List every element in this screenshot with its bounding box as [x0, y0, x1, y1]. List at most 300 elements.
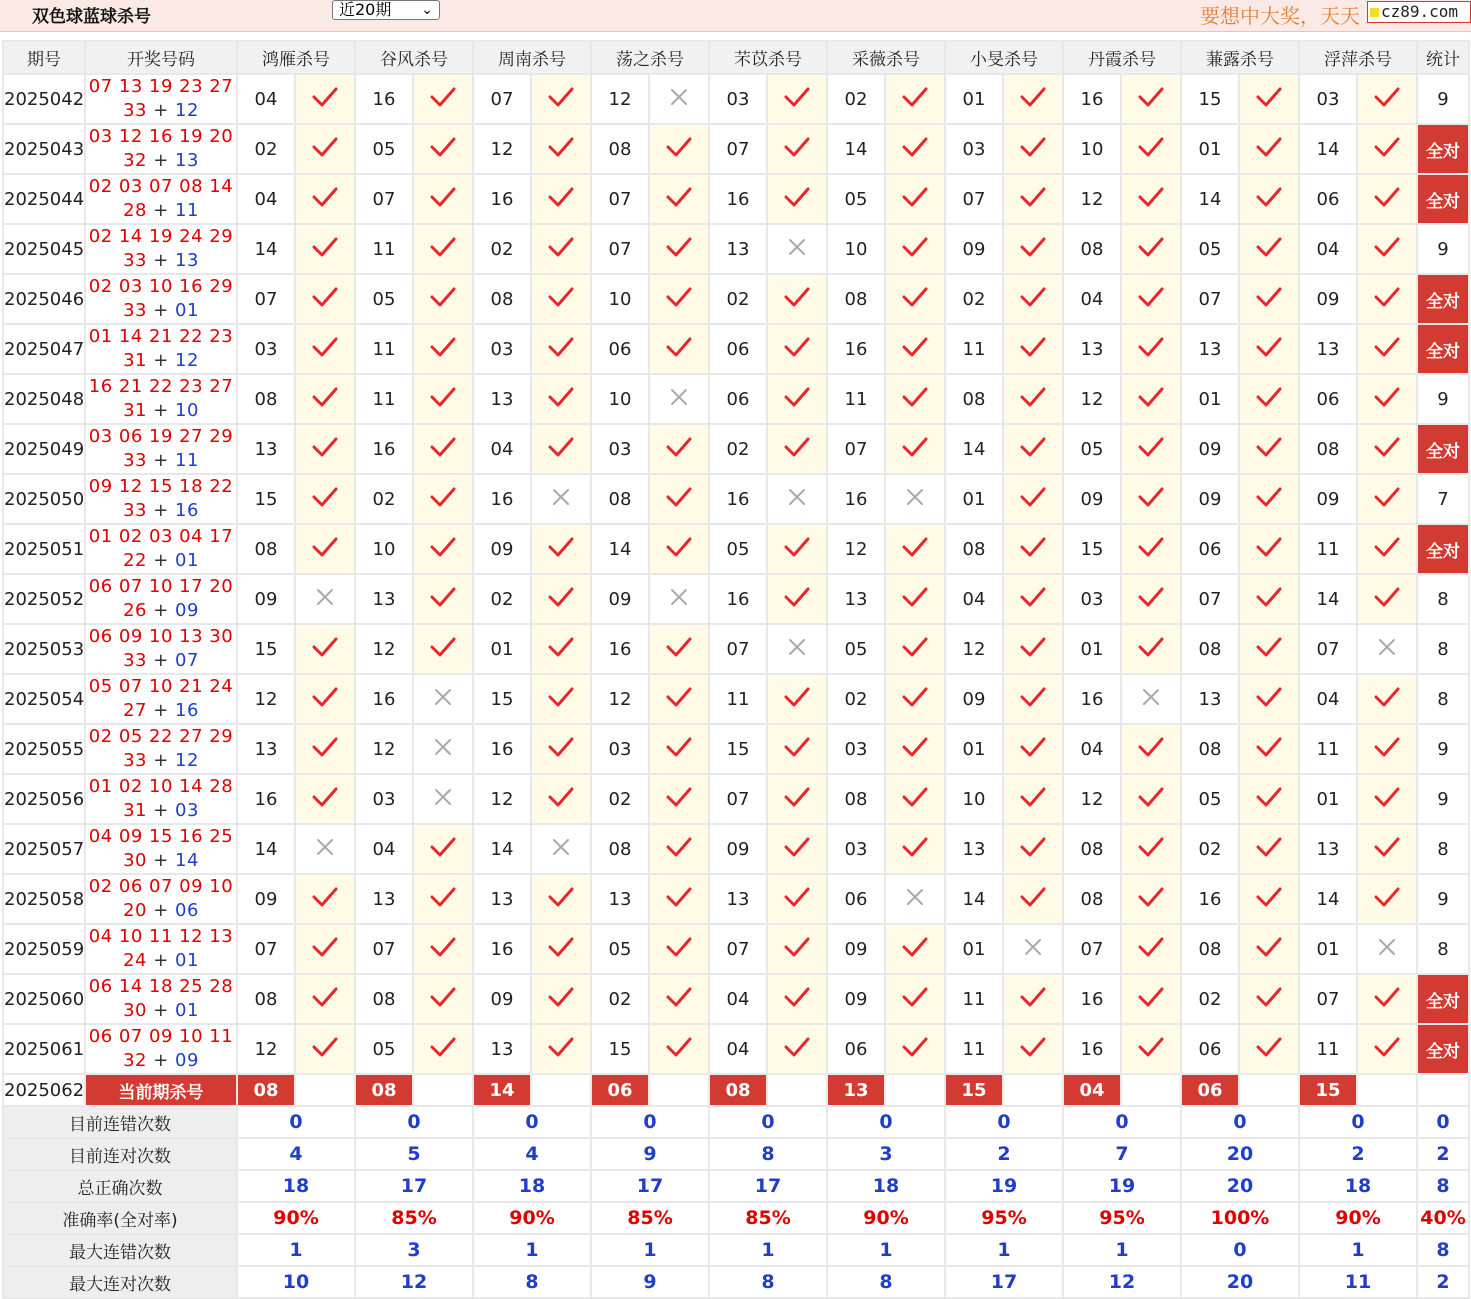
kill-number: 03	[827, 824, 885, 874]
result-correct	[1003, 74, 1063, 124]
kill-number: 02	[1181, 824, 1239, 874]
check-icon	[1256, 386, 1282, 408]
current-issue: 2025062	[3, 1074, 85, 1106]
draw-cell	[85, 74, 237, 124]
kill-number: 09	[473, 524, 531, 574]
kill-number: 13	[1299, 324, 1357, 374]
check-icon	[666, 936, 692, 958]
correct-count: 9	[1417, 874, 1469, 924]
table-row	[3, 324, 1469, 374]
result-correct	[1121, 324, 1181, 374]
check-icon	[1374, 386, 1400, 408]
kill-number: 11	[945, 1024, 1003, 1074]
summary-value: 1	[237, 1234, 355, 1266]
summary-stat-value: 40%	[1417, 1202, 1469, 1234]
kill-number: 16	[473, 174, 531, 224]
check-icon	[1374, 486, 1400, 508]
check-icon	[666, 736, 692, 758]
plus-sign: +	[146, 700, 176, 721]
check-icon	[1020, 86, 1046, 108]
plus-sign: +	[146, 400, 176, 421]
draw-line2	[86, 499, 236, 523]
check-icon	[312, 186, 338, 208]
result-correct	[295, 874, 355, 924]
result-correct	[295, 174, 355, 224]
col-expert: 浮萍杀号	[1299, 41, 1417, 74]
result-correct	[295, 374, 355, 424]
draw-line2	[86, 749, 236, 773]
check-icon	[784, 886, 810, 908]
result-correct	[295, 724, 355, 774]
result-wrong	[1357, 924, 1417, 974]
summary-value: 17	[591, 1170, 709, 1202]
result-correct	[413, 624, 473, 674]
kill-number: 11	[355, 324, 413, 374]
summary-row	[3, 1170, 1469, 1202]
result-correct	[295, 74, 355, 124]
summary-value: 9	[591, 1138, 709, 1170]
red-ball-6: 30	[123, 850, 147, 871]
result-correct	[649, 674, 709, 724]
kill-number: 07	[1299, 624, 1357, 674]
kill-number: 09	[1063, 474, 1121, 524]
kill-number: 15	[473, 674, 531, 724]
result-correct	[1357, 324, 1417, 374]
kill-number: 02	[591, 774, 649, 824]
result-correct	[531, 74, 591, 124]
draw-line2	[86, 849, 236, 873]
check-icon	[902, 386, 928, 408]
result-correct	[885, 724, 945, 774]
check-icon	[902, 536, 928, 558]
result-correct	[1357, 824, 1417, 874]
summary-value: 7	[1063, 1138, 1181, 1170]
red-balls-line1: 01 02 03 04 17	[88, 526, 234, 547]
cross-icon	[905, 887, 925, 907]
summary-value: 17	[945, 1266, 1063, 1298]
kill-number: 09	[1299, 274, 1357, 324]
all-correct-badge: 全对	[1417, 1024, 1469, 1074]
blue-ball: 13	[175, 150, 199, 171]
current-blank	[885, 1074, 945, 1106]
kill-number: 09	[827, 924, 885, 974]
result-correct	[1121, 574, 1181, 624]
kill-number: 11	[945, 324, 1003, 374]
check-icon	[1138, 736, 1164, 758]
issue-cell: 2025052	[3, 574, 85, 624]
issue-cell: 2025051	[3, 524, 85, 574]
result-correct	[1003, 574, 1063, 624]
check-icon	[902, 286, 928, 308]
kill-number: 05	[827, 624, 885, 674]
result-wrong	[531, 474, 591, 524]
result-correct	[1357, 174, 1417, 224]
check-icon	[1020, 636, 1046, 658]
check-icon	[1256, 686, 1282, 708]
kill-number: 04	[237, 174, 295, 224]
current-blank	[649, 1074, 709, 1106]
check-icon	[902, 236, 928, 258]
result-correct	[767, 74, 827, 124]
red-balls-line1: 07 13 19 23 27	[88, 76, 234, 97]
current-blank	[531, 1074, 591, 1106]
current-kill-number: 08	[237, 1074, 295, 1106]
kill-number: 01	[945, 474, 1003, 524]
check-icon	[1138, 336, 1164, 358]
kill-number: 08	[237, 374, 295, 424]
result-correct	[1239, 924, 1299, 974]
result-correct	[413, 424, 473, 474]
result-correct	[1357, 224, 1417, 274]
plus-sign: +	[146, 850, 176, 871]
current-blank	[413, 1074, 473, 1106]
result-correct	[767, 174, 827, 224]
blue-ball: 13	[175, 250, 199, 271]
result-correct	[531, 324, 591, 374]
all-correct-badge: 全对	[1417, 524, 1469, 574]
summary-value: 0	[473, 1106, 591, 1138]
blue-ball: 16	[175, 700, 199, 721]
check-icon	[784, 1036, 810, 1058]
kill-number: 01	[1299, 924, 1357, 974]
check-icon	[1138, 786, 1164, 808]
result-correct	[531, 274, 591, 324]
summary-label: 最大连对次数	[3, 1266, 237, 1298]
result-correct	[1239, 424, 1299, 474]
result-correct	[531, 774, 591, 824]
result-correct	[767, 524, 827, 574]
red-balls-line1: 02 03 07 08 14	[88, 176, 234, 197]
kill-number: 16	[709, 174, 767, 224]
result-wrong	[295, 824, 355, 874]
col-stat: 统计	[1417, 41, 1469, 74]
plus-sign: +	[146, 1000, 176, 1021]
kill-number: 04	[355, 824, 413, 874]
result-correct	[767, 674, 827, 724]
kill-number: 02	[473, 574, 531, 624]
result-correct	[1121, 774, 1181, 824]
kill-number: 08	[1299, 424, 1357, 474]
check-icon	[902, 436, 928, 458]
red-balls-line1: 03 12 16 19 20	[88, 126, 234, 147]
summary-value: 1	[709, 1234, 827, 1266]
check-icon	[1020, 486, 1046, 508]
result-wrong	[531, 824, 591, 874]
result-correct	[1003, 774, 1063, 824]
check-icon	[1374, 536, 1400, 558]
result-correct	[413, 324, 473, 374]
all-correct-badge: 全对	[1417, 124, 1469, 174]
check-icon	[548, 936, 574, 958]
red-balls-line1: 16 21 22 23 27	[88, 376, 234, 397]
check-icon	[1138, 236, 1164, 258]
check-icon	[784, 786, 810, 808]
check-icon	[1256, 786, 1282, 808]
draw-line2	[86, 899, 236, 923]
table-row	[3, 824, 1469, 874]
check-icon	[784, 286, 810, 308]
kill-number: 11	[1299, 724, 1357, 774]
current-blank	[1121, 1074, 1181, 1106]
kill-number: 02	[1181, 974, 1239, 1024]
kill-number: 12	[1063, 374, 1121, 424]
cross-icon	[433, 787, 453, 807]
check-icon	[312, 486, 338, 508]
issue-cell: 2025056	[3, 774, 85, 824]
kill-number: 01	[945, 924, 1003, 974]
check-icon	[430, 636, 456, 658]
check-icon	[1138, 886, 1164, 908]
check-icon	[1256, 836, 1282, 858]
check-icon	[430, 186, 456, 208]
kill-number: 13	[1181, 324, 1239, 374]
result-correct	[1357, 574, 1417, 624]
site-logo[interactable]	[1367, 1, 1471, 23]
kill-number: 11	[355, 374, 413, 424]
cross-icon	[669, 587, 689, 607]
summary-value: 100%	[1181, 1202, 1299, 1234]
result-correct	[413, 74, 473, 124]
draw-cell	[85, 124, 237, 174]
check-icon	[1256, 536, 1282, 558]
red-balls-line1: 06 14 18 25 28	[88, 976, 234, 997]
col-expert: 鸿雁杀号	[237, 41, 355, 74]
result-correct	[413, 924, 473, 974]
kill-number: 14	[1181, 174, 1239, 224]
table-row	[3, 524, 1469, 574]
kill-number: 10	[591, 374, 649, 424]
cross-icon	[1377, 637, 1397, 657]
kill-number: 08	[591, 124, 649, 174]
result-correct	[1239, 824, 1299, 874]
check-icon	[548, 436, 574, 458]
summary-value: 0	[591, 1106, 709, 1138]
kill-number: 09	[1181, 474, 1239, 524]
check-icon	[1020, 236, 1046, 258]
result-correct	[1121, 274, 1181, 324]
check-icon	[312, 136, 338, 158]
result-wrong	[649, 374, 709, 424]
kill-number: 09	[473, 974, 531, 1024]
result-correct	[531, 624, 591, 674]
draw-cell	[85, 1024, 237, 1074]
cross-icon	[1377, 937, 1397, 957]
kill-number: 13	[473, 1024, 531, 1074]
kill-number: 16	[1063, 74, 1121, 124]
summary-value: 95%	[1063, 1202, 1181, 1234]
draw-line2	[86, 949, 236, 973]
blue-ball: 10	[175, 400, 199, 421]
kill-number: 07	[591, 224, 649, 274]
plus-sign: +	[146, 350, 176, 371]
draw-line2	[86, 599, 236, 623]
result-correct	[1357, 274, 1417, 324]
kill-number: 11	[355, 224, 413, 274]
summary-row	[3, 1106, 1469, 1138]
result-correct	[1121, 174, 1181, 224]
draw-cell	[85, 824, 237, 874]
current-kill-number: 04	[1063, 1074, 1121, 1106]
red-ball-6: 22	[123, 550, 147, 571]
result-correct	[649, 274, 709, 324]
result-correct	[531, 674, 591, 724]
check-icon	[1020, 386, 1046, 408]
kill-number: 05	[355, 1024, 413, 1074]
current-blank	[1357, 1074, 1417, 1106]
red-balls-line1: 03 06 19 27 29	[88, 426, 234, 447]
check-icon	[666, 236, 692, 258]
result-correct	[1003, 1024, 1063, 1074]
check-icon	[430, 536, 456, 558]
result-correct	[295, 274, 355, 324]
blue-ball: 12	[175, 350, 199, 371]
summary-value: 19	[1063, 1170, 1181, 1202]
summary-value: 8	[709, 1266, 827, 1298]
check-icon	[666, 286, 692, 308]
kill-number: 03	[591, 424, 649, 474]
result-correct	[885, 774, 945, 824]
kill-number: 11	[709, 674, 767, 724]
result-correct	[885, 624, 945, 674]
kill-number: 03	[355, 774, 413, 824]
red-ball-6: 28	[123, 200, 147, 221]
result-correct	[1003, 274, 1063, 324]
check-icon	[312, 1036, 338, 1058]
current-kill-number: 08	[355, 1074, 413, 1106]
result-correct	[413, 224, 473, 274]
kill-number: 05	[355, 124, 413, 174]
summary-label: 目前连错次数	[3, 1106, 237, 1138]
result-correct	[413, 274, 473, 324]
check-icon	[902, 586, 928, 608]
kill-number: 07	[945, 174, 1003, 224]
result-correct	[649, 524, 709, 574]
check-icon	[1256, 986, 1282, 1008]
result-correct	[531, 524, 591, 574]
current-kill-number: 15	[945, 1074, 1003, 1106]
check-icon	[548, 736, 574, 758]
kill-number: 16	[1063, 674, 1121, 724]
current-kill-number: 06	[591, 1074, 649, 1106]
issue-cell: 2025046	[3, 274, 85, 324]
draw-cell	[85, 974, 237, 1024]
check-icon	[1020, 886, 1046, 908]
check-icon	[1020, 586, 1046, 608]
result-correct	[767, 374, 827, 424]
kill-number: 14	[1299, 574, 1357, 624]
check-icon	[1256, 136, 1282, 158]
red-ball-6: 26	[123, 600, 147, 621]
result-correct	[649, 874, 709, 924]
kill-number: 15	[237, 624, 295, 674]
current-kill-number: 14	[473, 1074, 531, 1106]
check-icon	[1374, 286, 1400, 308]
result-correct	[649, 224, 709, 274]
table-row	[3, 224, 1469, 274]
kill-number: 12	[591, 74, 649, 124]
summary-value: 20	[1181, 1138, 1299, 1170]
kill-number: 01	[473, 624, 531, 674]
check-icon	[1256, 586, 1282, 608]
check-icon	[430, 136, 456, 158]
summary-value: 0	[1181, 1234, 1299, 1266]
period-select[interactable]	[332, 0, 440, 20]
kill-number: 06	[709, 374, 767, 424]
table-row	[3, 774, 1469, 824]
correct-count: 9	[1417, 774, 1469, 824]
kill-number: 09	[827, 974, 885, 1024]
summary-value: 4	[237, 1138, 355, 1170]
kill-number-table	[2, 40, 1470, 1299]
result-correct	[295, 1024, 355, 1074]
check-icon	[548, 636, 574, 658]
red-balls-line1: 04 09 15 16 25	[88, 826, 234, 847]
result-correct	[531, 224, 591, 274]
summary-value: 0	[709, 1106, 827, 1138]
draw-cell	[85, 374, 237, 424]
kill-number: 16	[473, 474, 531, 524]
check-icon	[1138, 936, 1164, 958]
check-icon	[1138, 986, 1164, 1008]
draw-line2	[86, 149, 236, 173]
summary-value: 8	[473, 1266, 591, 1298]
blue-ball: 11	[175, 450, 199, 471]
result-correct	[885, 424, 945, 474]
check-icon	[1020, 136, 1046, 158]
all-correct-badge: 全对	[1417, 274, 1469, 324]
check-icon	[430, 1036, 456, 1058]
kill-number: 09	[945, 224, 1003, 274]
plus-sign: +	[146, 250, 176, 271]
kill-number: 02	[355, 474, 413, 524]
result-correct	[1121, 724, 1181, 774]
draw-line2	[86, 549, 236, 573]
check-icon	[1374, 186, 1400, 208]
check-icon	[312, 536, 338, 558]
check-icon	[1374, 586, 1400, 608]
result-wrong	[413, 774, 473, 824]
check-icon	[430, 86, 456, 108]
result-correct	[1357, 724, 1417, 774]
draw-cell	[85, 474, 237, 524]
result-correct	[1357, 1024, 1417, 1074]
red-ball-6: 32	[123, 1050, 147, 1071]
kill-number: 03	[709, 74, 767, 124]
draw-cell	[85, 274, 237, 324]
kill-number: 08	[1063, 874, 1121, 924]
kill-number: 04	[237, 74, 295, 124]
result-correct	[1121, 924, 1181, 974]
check-icon	[1374, 836, 1400, 858]
check-icon	[430, 886, 456, 908]
check-icon	[784, 836, 810, 858]
kill-number: 05	[1063, 424, 1121, 474]
result-correct	[767, 824, 827, 874]
check-icon	[784, 336, 810, 358]
check-icon	[1020, 986, 1046, 1008]
result-correct	[1121, 224, 1181, 274]
summary-value: 9	[591, 1266, 709, 1298]
kill-number: 11	[1299, 1024, 1357, 1074]
summary-value: 20	[1181, 1266, 1299, 1298]
result-correct	[1357, 374, 1417, 424]
check-icon	[312, 686, 338, 708]
summary-value: 1	[1299, 1234, 1417, 1266]
check-icon	[1256, 936, 1282, 958]
cross-icon	[669, 87, 689, 107]
result-correct	[295, 924, 355, 974]
check-icon	[902, 186, 928, 208]
